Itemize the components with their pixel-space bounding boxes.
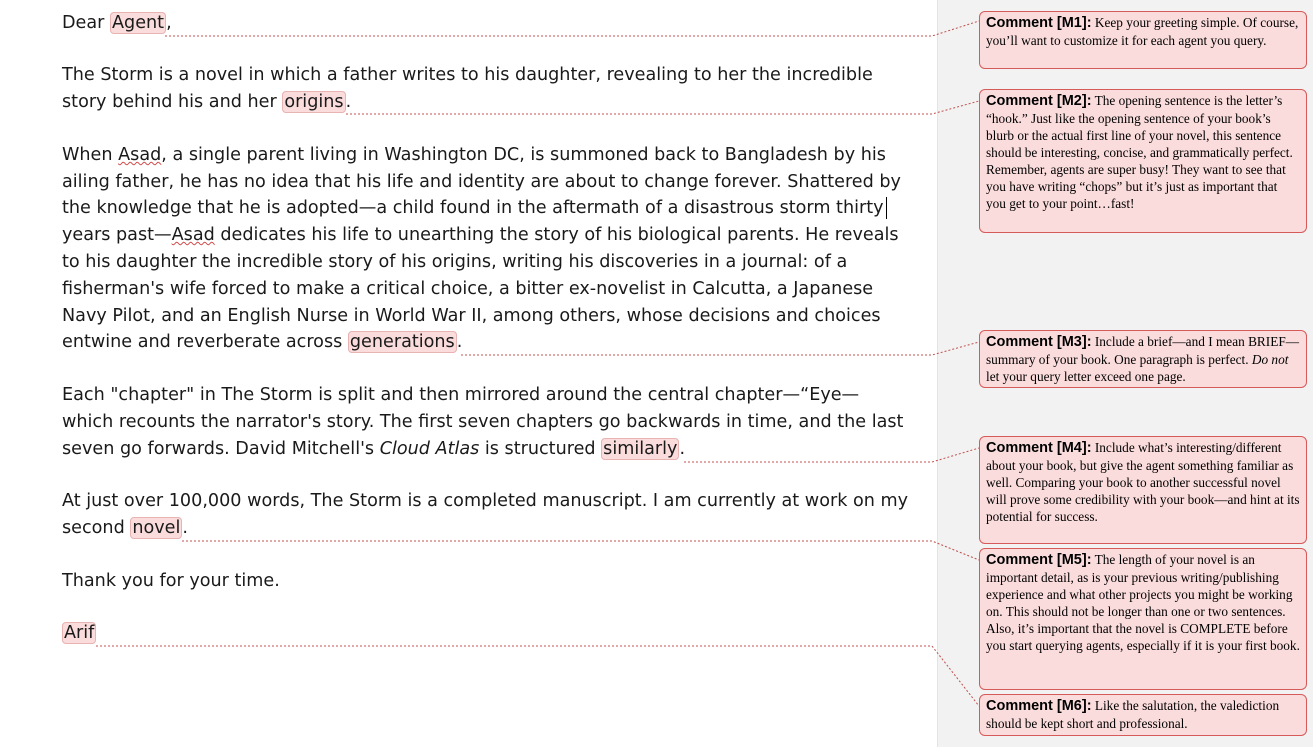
comment-text: The opening sentence is the letter’s “hook.” Just like the opening sentence of your book’s blurb or the actual first line of your novel, this sentence should be interesting, concise, and grammatically perfect. Remember, agents are super busy! They want to see that you have writing “chops” but it’s just as important that you get to your point…fast! [986,93,1293,211]
comment-label: Comment [M4]: [986,440,1092,456]
paragraph-3-line-2: which recounts the narrator's story. The first seven chapters go backwards in time, and the last [62,412,904,432]
greeting-line [62,10,172,36]
comment-text: The length of your novel is an important detail, as is your previous writing/publishing experience and what other projects you might be working on. This should not be longer than one or two sentences. Also, it’s important that the novel is COMPLETE before you start querying agents, especially if it is your first book. [986,552,1300,653]
spelling-flag-asad[interactable]: Asad [171,225,215,245]
text-run: entwine and reverberate across [62,332,348,352]
text-run: seven go forwards. David Mitchell's [62,439,380,459]
paragraph-2-line-3 [62,195,887,221]
text-run: story behind his and her [62,92,283,112]
signature-line [62,620,96,646]
paragraph-2-line-4 [62,222,899,248]
comment-text: Keep your greeting simple. Of course, you’ll want to customize it for each agent you query. [986,15,1299,48]
paragraph-3-line-3 [62,436,685,462]
comment-balloon-m5[interactable] [979,548,1307,690]
comment-balloon-m6[interactable] [979,694,1307,736]
paragraph-2-line-2: ailing father, he has no idea that his life and identity are about to change forever. Shattered by [62,172,901,192]
comment-text: Like the salutation, the valediction should be kept short and professional. [986,698,1280,731]
comment-text-italic: Do not [1251,352,1289,367]
closing-line: Thank you for your time. [62,571,280,591]
comment-text: let your query letter exceed one page. [986,369,1186,384]
paragraph-1-line-1: The Storm is a novel in which a father writes to his daughter, revealing to her the incredible [62,65,873,85]
text-run: . [345,92,352,112]
greeting-comma: , [166,13,172,33]
text-run: . [456,332,463,352]
text-run: , a single parent living in Washington DC, is summoned back to Bangladesh by his [161,145,886,165]
paragraph-4-line-1: At just over 100,000 words, The Storm is a completed manuscript. I am currently at work on my [62,491,909,511]
text-cursor [886,197,887,219]
paragraph-3-line-1: Each "chapter" in The Storm is split and then mirrored around the central chapter—“Eye— [62,385,860,405]
text-run: the knowledge that he is adopted—a child found in the aftermath of a disastrous storm thirty [62,198,884,218]
comment-label: Comment [M2]: [986,93,1092,109]
comment-label: Comment [M5]: [986,552,1092,568]
comment-anchor-m1[interactable]: Agent [111,13,165,33]
comment-label: Comment [M3]: [986,334,1092,350]
paragraph-2-line-6: fisherman's wife forced to make a critical choice, a bitter ex-novelist in Calcutta, a Japanese [62,279,874,299]
paragraph-1-line-2 [62,89,351,115]
paragraph-4-line-2 [62,515,188,541]
text-run: dedicates his life to unearthing the story of his biological parents. He reveals [214,225,899,245]
comment-balloon-m1[interactable] [979,11,1307,69]
text-run: is structured [479,439,602,459]
comment-anchor-m5[interactable]: novel [132,518,181,538]
comment-anchor-m2[interactable]: origins [284,92,344,112]
book-title-italic: Cloud Atlas [379,439,480,459]
text-run: When [62,145,119,165]
comment-balloon-m2[interactable] [979,89,1307,233]
spelling-flag-asad[interactable]: Asad [118,145,162,165]
comment-label: Comment [M6]: [986,698,1092,714]
paragraph-2-line-7: Navy Pilot, and an English Nurse in World War II, among others, whose decisions and choices [62,306,881,326]
comment-text: Include a brief—and I mean BRIEF—summary of your book. One paragraph is perfect. [986,334,1300,367]
comment-text: Include what’s interesting/different about your book, but give the agent something familiar as well. Comparing your book to another successful novel will prove some credibility with your book—and hint at its potential for success. [986,440,1300,524]
comment-anchor-m4[interactable]: similarly [603,439,678,459]
paragraph-2-line-5: to his daughter the incredible story of his origins, writing his discoveries in a journal: of a [62,252,848,272]
text-run: . [679,439,686,459]
comment-balloon-m3[interactable] [979,330,1307,388]
text-run: second [62,518,131,538]
greeting-text: Dear [62,13,110,33]
comment-balloon-m4[interactable] [979,436,1307,544]
comment-anchor-m3[interactable]: generations [349,332,455,352]
paragraph-2-line-1 [62,142,886,168]
text-run: . [182,518,188,538]
text-run: years past— [62,225,172,245]
paragraph-2-line-8 [62,329,462,355]
comment-anchor-m6[interactable]: Arif [64,623,95,643]
comment-label: Comment [M1]: [986,15,1092,31]
